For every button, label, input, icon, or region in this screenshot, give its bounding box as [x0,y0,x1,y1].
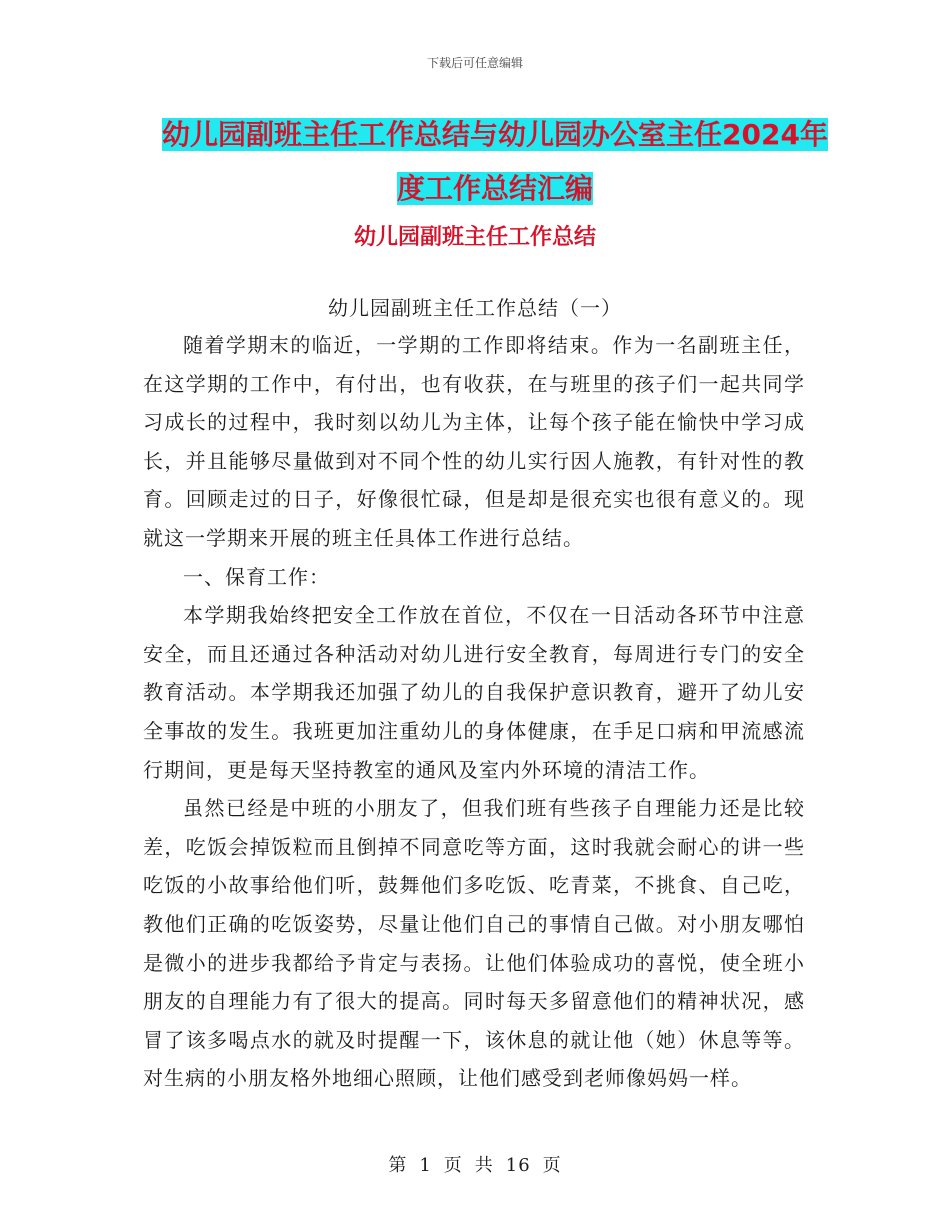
section-title: 幼儿园副班主任工作总结 [353,225,596,250]
document-title-text: 幼儿园副班主任工作总结与幼儿园办公室主任2024年度工作总结汇编 [162,118,828,205]
subtitle: 幼儿园副班主任工作总结（一） [328,296,622,320]
document-title [150,108,840,216]
footer-ye: 页 [443,1155,463,1176]
body-text [143,326,805,1098]
paragraph: 虽然已经是中班的小朋友了，但我们班有些孩子自理能力还是比较差，吃饭会掉饭粒而且倒掉不同意吃等方面，这时我就会耐心的讲一些吃饭的小故事给他们听，鼓舞他们多吃饭、吃青菜，不挑食、自己吃，教他们正确的吃饭姿势，尽量让他们自己的事情自己做。对小朋友哪怕是微小的进步我都给予肯定与表扬。让他们体验成功的喜悦，使全班小朋友的自理能力有了很大的提高。同时每天多留意他们的精神状况，感冒了该多喝点水的就及时提醒一下，该休息的就让他（她）休息等等。对生病的小朋友格外地细心照顾，让他们感受到老师像妈妈一样。 [143,796,805,1091]
header-note: 下载后可任意编辑 [426,56,523,70]
paragraph: 随着学期末的临近，一学期的工作即将结束。作为一名副班主任，在这学期的工作中，有付出，也有收获，在与班里的孩子们一起共同学习成长的过程中，我时刻以幼儿为主体，让每个孩子能在愉快中学习成长，并且能够尽量做到对不同个性的幼儿实行因人施教，有针对性的教育。回顾走过的日子，好像很忙碌，但是却是很充实也很有意义的。现就这一学期来开展的班主任具体工作进行总结。 [143,333,805,550]
footer-gong: 共 [474,1155,494,1176]
paragraph: 本学期我始终把安全工作放在首位，不仅在一日活动各环节中注意安全，而且还通过各种活动对幼儿进行安全教育，每周进行专门的安全教育活动。本学期我还加强了幼儿的自我保护意识教育，避开了幼儿安全事故的发生。我班更加注重幼儿的身体健康，在手足口病和甲流感流行期间，更是每天坚持教室的通风及室内外环境的清洁工作。 [143,603,805,782]
paragraph-heading: 一、保育工作： [183,564,330,589]
page-footer [0,1151,950,1177]
footer-total-pages: 16 [505,1155,531,1176]
footer-ye2: 页 [542,1155,562,1176]
footer-di: 第 [388,1155,408,1176]
footer-page-number: 1 [419,1155,432,1176]
